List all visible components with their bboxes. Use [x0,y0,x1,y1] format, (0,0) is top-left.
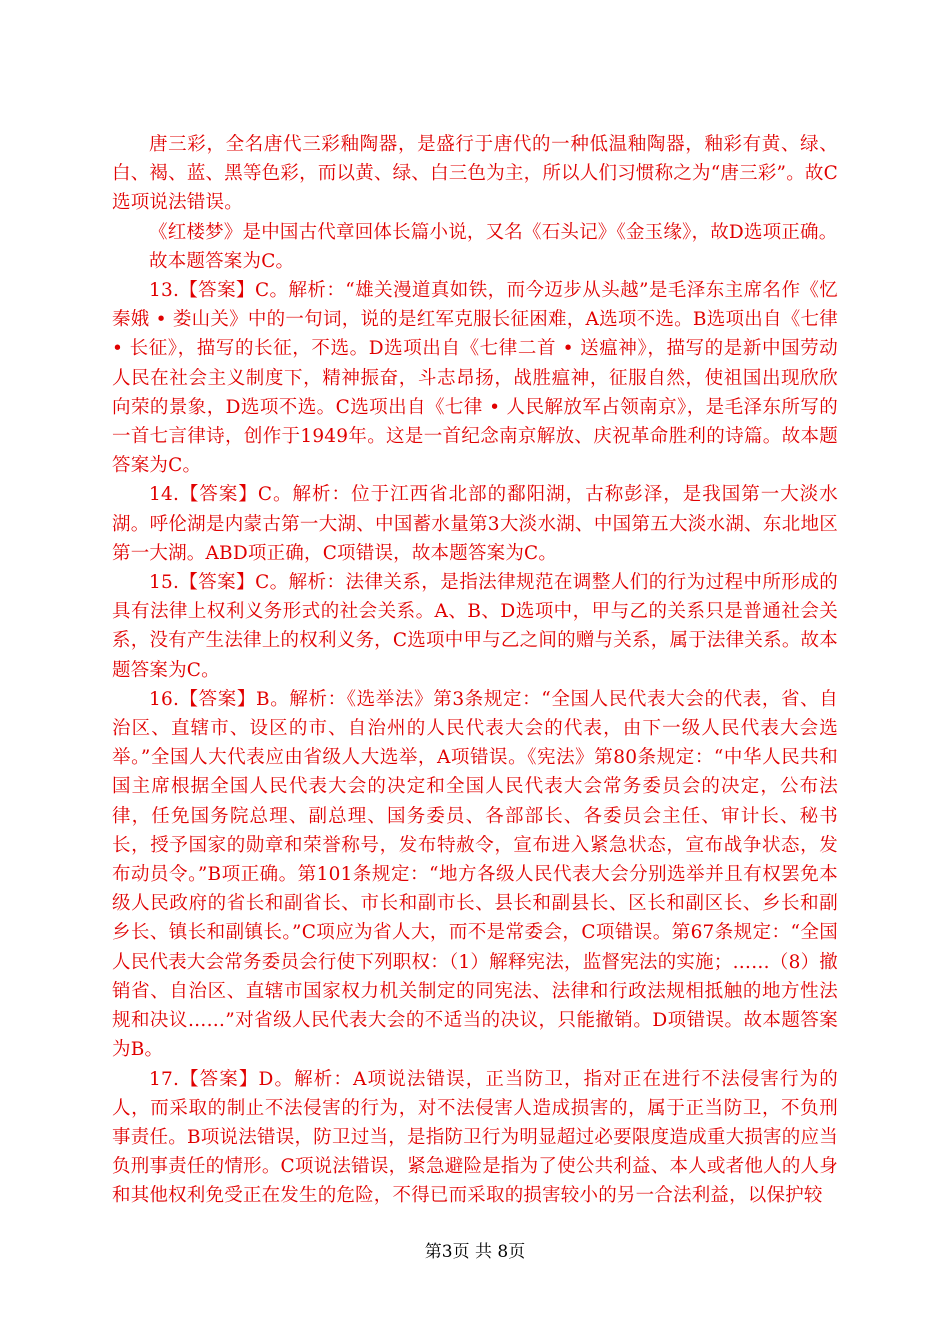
paragraph-answer-12: 故本题答案为C。 [149,250,295,272]
paragraph-question-16: 16.【答案】B。解析：《选举法》第3条规定：“全国人民代表大会的代表，省、自治区、直辖市、设区的市、自治州的人民代表大会的代表，由下一级人民代表大会选举。”全国人大代表应由省级人大选举，A项错误。《宪法》第80条规定：“中华人民共和国主席根据全国人民代表大会的决定和全国人民代表大会常务委员会的决定，公布法律，任免国务院总理、副总理、国务委员、各部部长、各委员会主任、审计长、秘书长，授予国家的勋章和荣誉称号，发布特赦令，宣布进入紧急状态，宣布战争状态，发布动员令。”B项正确。第101条规定：“地方各级人民代表大会分别选举并且有权罢免本级人民政府的省长和副省长、市长和副市长、县长和副县长、区长和副区长、乡长和副乡长、镇长和副镇长。”C项应为省人大，而不是常委会，C项错误。第67条规定：“全国人民代表大会常务委员会行使下列职权：（1）解释宪法，监督宪法的实施；……（8）撤销省、自治区、直辖市国家权力机关制定的同宪法、法律和行政法规相抵触的地方性法规和决议……”对省级人民代表大会的不适当的决议，只能撤销。D项错误。故本题答案为B。 [112,688,838,1061]
page-number-footer: 第3页 共 8页 [424,1242,526,1262]
paragraph-question-15: 15.【答案】C。解析：法律关系，是指法律规范在调整人们的行为过程中所形成的具有法律上权利义务形式的社会关系。A、B、D选项中，甲与乙的关系只是普通社会关系，没有产生法律上的权利义务，C选项中甲与乙之间的赠与关系，属于法律关系。故本题答案为C。 [112,572,838,681]
paragraph-question-17: 17.【答案】D。解析：A项说法错误，正当防卫，指对正在进行不法侵害行为的人，而采取的制止不法侵害的行为，对不法侵害人造成损害的，属于正当防卫，不负刑事责任。B项说法错误，防卫过当，是指防卫行为明显超过必要限度造成重大损害的应当负刑事责任的情形。C项说法错误，紧急避险是指为了使公共利益、本人或者他人的人身和其他权利免受正在发生的危险，不得已而采取的损害较小的另一合法利益，以保护较 [112,1068,838,1207]
paragraph-question-14: 14.【答案】C。解析：位于江西省北部的鄱阳湖，古称彭泽，是我国第一大淡水湖。呼伦湖是内蒙古第一大湖、中国蓄水量第3大淡水湖、中国第五大淡水湖、东北地区第一大湖。ABD项正确，C项错误，故本题答案为C。 [112,484,838,564]
answer-explanations [112,130,838,1211]
paragraph-tangsancai: 唐三彩，全名唐代三彩釉陶器，是盛行于唐代的一种低温釉陶器，釉彩有黄、绿、白、褐、蓝、黑等色彩，而以黄、绿、白三色为主，所以人们习惯称之为“唐三彩”。故C选项说法错误。 [112,134,838,214]
paragraph-question-13: 13.【答案】C。解析：“雄关漫道真如铁，而今迈步从头越”是毛泽东主席名作《忆秦娥 • 娄山关》中的一句词，说的是红军克服长征困难，A选项不选。B选项出自《七律 • 长征》，描写的长征，不选。D选项出自《七律二首 • 送瘟神》，描写的是新中国劳动人民在社会主义制度下，精神振奋，斗志昂扬，战胜瘟神，征服自然，使祖国出现欣欣向荣的景象，D选项不选。C选项出自《七律 • 人民解放军占领南京》，是毛泽东所写的一首七言律诗，创作于1949年。这是一首纪念南京解放、庆祝革命胜利的诗篇。故本题答案为C。 [112,280,838,477]
paragraph-hongloumeng: 《红楼梦》是中国古代章回体长篇小说，又名《石头记》《金玉缘》，故D选项正确。 [149,221,838,243]
